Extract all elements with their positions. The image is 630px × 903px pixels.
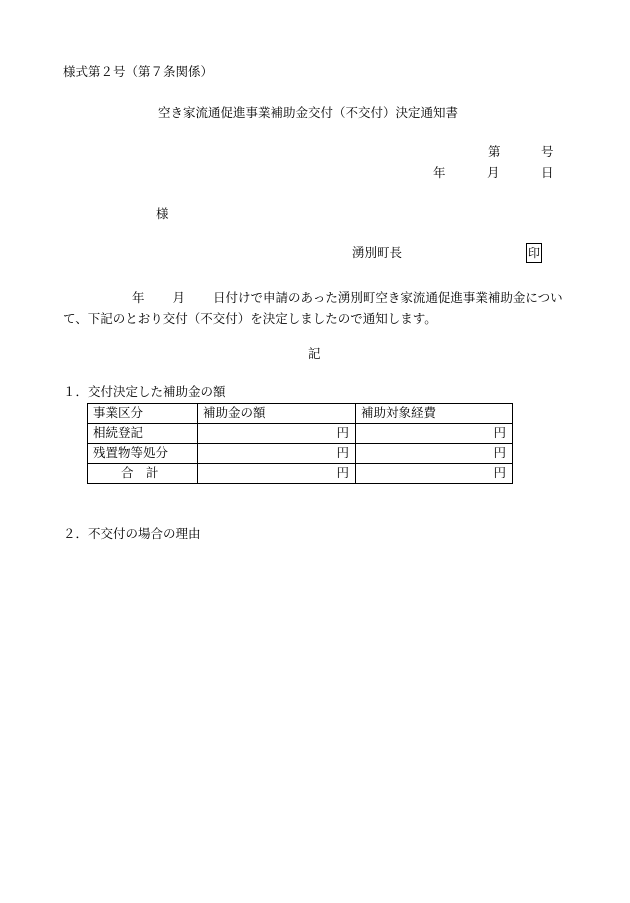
total-label: 合 計 xyxy=(88,464,198,484)
header-category: 事業区分 xyxy=(88,404,198,424)
row-cost-unit: 円 xyxy=(356,424,513,444)
table-row xyxy=(88,444,513,464)
table-total-row xyxy=(88,464,513,484)
header-cost: 補助対象経費 xyxy=(356,404,513,424)
total-cost-unit: 円 xyxy=(356,464,513,484)
total-amount-unit: 円 xyxy=(198,464,356,484)
body-month-label: 月 xyxy=(172,290,186,305)
table-row xyxy=(88,424,513,444)
header-amount: 補助金の額 xyxy=(198,404,356,424)
form-number: 様式第２号（第７条関係） xyxy=(63,64,214,79)
body-year-label: 年 xyxy=(132,290,145,305)
row-category: 残置物等処分 xyxy=(88,444,198,464)
date-month-label: 月 xyxy=(487,165,500,180)
table-header-row xyxy=(88,404,513,424)
document-number-dai: 第 xyxy=(488,144,501,159)
ki-heading: 記 xyxy=(308,346,321,361)
issuer-name: 湧別町長 xyxy=(352,245,403,260)
row-category: 相続登記 xyxy=(88,424,198,444)
body-paragraph xyxy=(63,287,583,329)
date-year-label: 年 xyxy=(433,165,446,180)
row-amount-unit: 円 xyxy=(198,424,356,444)
row-cost-unit: 円 xyxy=(356,444,513,464)
document-title: 空き家流通促進事業補助金交付（不交付）決定通知書 xyxy=(158,105,459,120)
section1-heading: １．交付決定した補助金の額 xyxy=(63,384,226,399)
section2-heading: ２．不交付の場合の理由 xyxy=(63,526,201,541)
addressee-honorific: 様 xyxy=(156,206,169,221)
seal-stamp: 印 xyxy=(526,243,542,263)
document-number-go: 号 xyxy=(541,144,554,159)
date-day-label: 日 xyxy=(541,165,554,180)
body-text: 日付けで申請のあった湧別町空き家流通促進事業補助金について、下記のとおり交付（不交付）を決定しましたので通知します。 xyxy=(63,290,563,326)
row-amount-unit: 円 xyxy=(198,444,356,464)
subsidy-amount-table xyxy=(87,403,513,484)
